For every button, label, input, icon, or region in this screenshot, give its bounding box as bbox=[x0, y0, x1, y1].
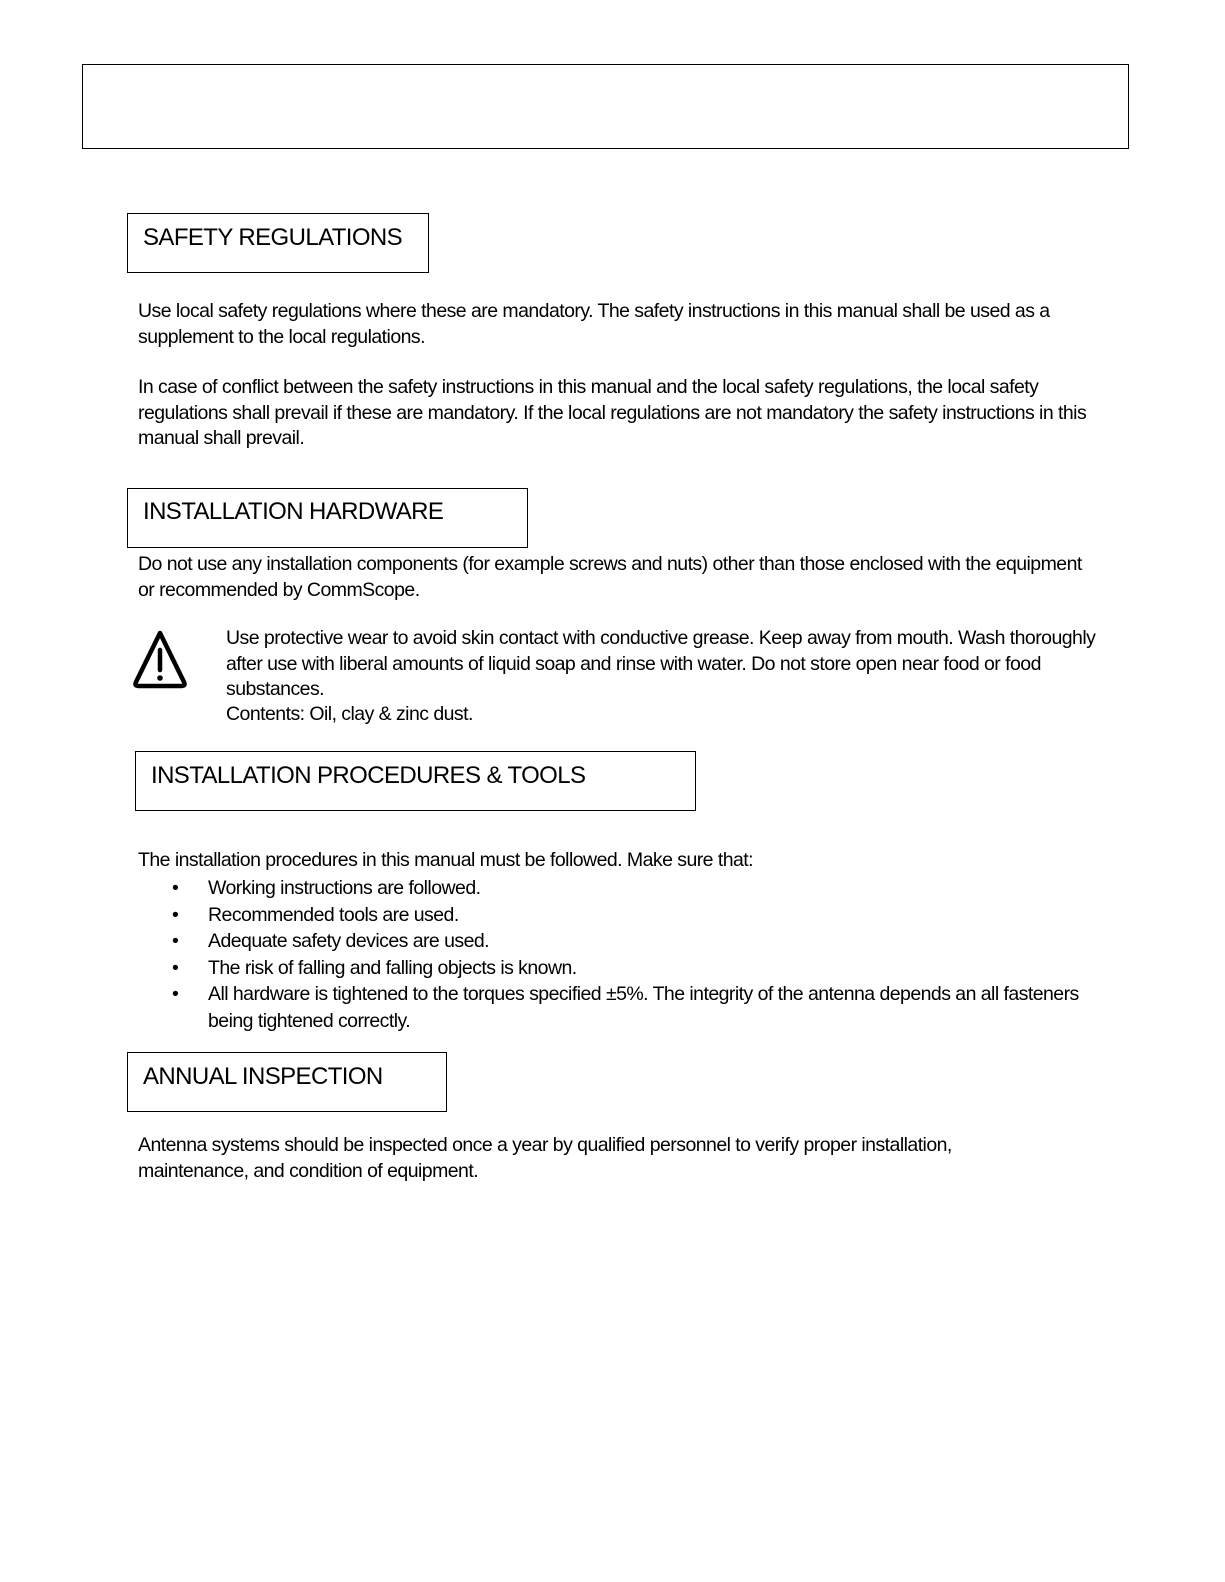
procedures-intro: The installation procedures in this manual must be followed. Make sure that: bbox=[138, 849, 754, 871]
list-item-text: Recommended tools are used. bbox=[208, 903, 459, 926]
safety-paragraph-1: Use local safety regulations where these are mandatory. The safety instructions in this manual shall be used as a supplement to the local regulations. bbox=[138, 300, 1050, 348]
list-item: • Recommended tools are used. bbox=[172, 903, 459, 926]
list-item: • Adequate safety devices are used. bbox=[172, 930, 490, 952]
list-item: • The risk of falling and falling objects is known. bbox=[172, 956, 577, 979]
inspection-paragraph: Antenna systems should be inspected once a year by qualified personnel to verify proper installation, maintenance, and condition of equipment. bbox=[138, 1134, 952, 1182]
safety-paragraph-2: In case of conflict between the safety instructions in this manual and the local safety regulations, the local safety regulations shall prevail if these are mandatory. If the local regulations are not mandatory the safety instructions in this manual shall prevail. bbox=[138, 376, 1087, 449]
installation-procedures-heading: INSTALLATION PROCEDURES & TOOLS bbox=[135, 751, 696, 811]
header-box bbox=[82, 64, 1129, 149]
hardware-paragraph: Do not use any installation components (for example screws and nuts) other than those enclosed with the equipment or recommended by CommScope. bbox=[138, 553, 1082, 601]
list-item: • All hardware is tightened to the torques specified ±5%. The integrity of the antenna depends an all fasteners being tightened correctly. bbox=[172, 983, 1079, 1032]
list-item-text: Adequate safety devices are used. bbox=[208, 930, 490, 952]
safety-regulations-heading: SAFETY REGULATIONS bbox=[127, 213, 429, 273]
list-item-text: Working instructions are followed. bbox=[208, 877, 481, 899]
procedures-bullet-list bbox=[138, 875, 1088, 1034]
list-item: • Working instructions are followed. bbox=[172, 877, 481, 899]
list-item-text: The risk of falling and falling objects is known. bbox=[208, 956, 577, 979]
warning-text: Use protective wear to avoid skin contact with conductive grease. Keep away from mouth. Wash thoroughly after use with liberal amounts of liquid soap and rinse with water. Do not store open near food or food substances. bbox=[226, 627, 1096, 700]
installation-hardware-heading: INSTALLATION HARDWARE bbox=[127, 488, 528, 548]
warning-triangle-icon bbox=[132, 628, 188, 690]
annual-inspection-heading: ANNUAL INSPECTION bbox=[127, 1052, 447, 1112]
contents-text: Contents: Oil, clay & zinc dust. bbox=[226, 703, 473, 725]
list-item-text: All hardware is tightened to the torques specified ±5%. The integrity of the antenna depends an all fasteners being tightened correctly. bbox=[208, 983, 1079, 1032]
